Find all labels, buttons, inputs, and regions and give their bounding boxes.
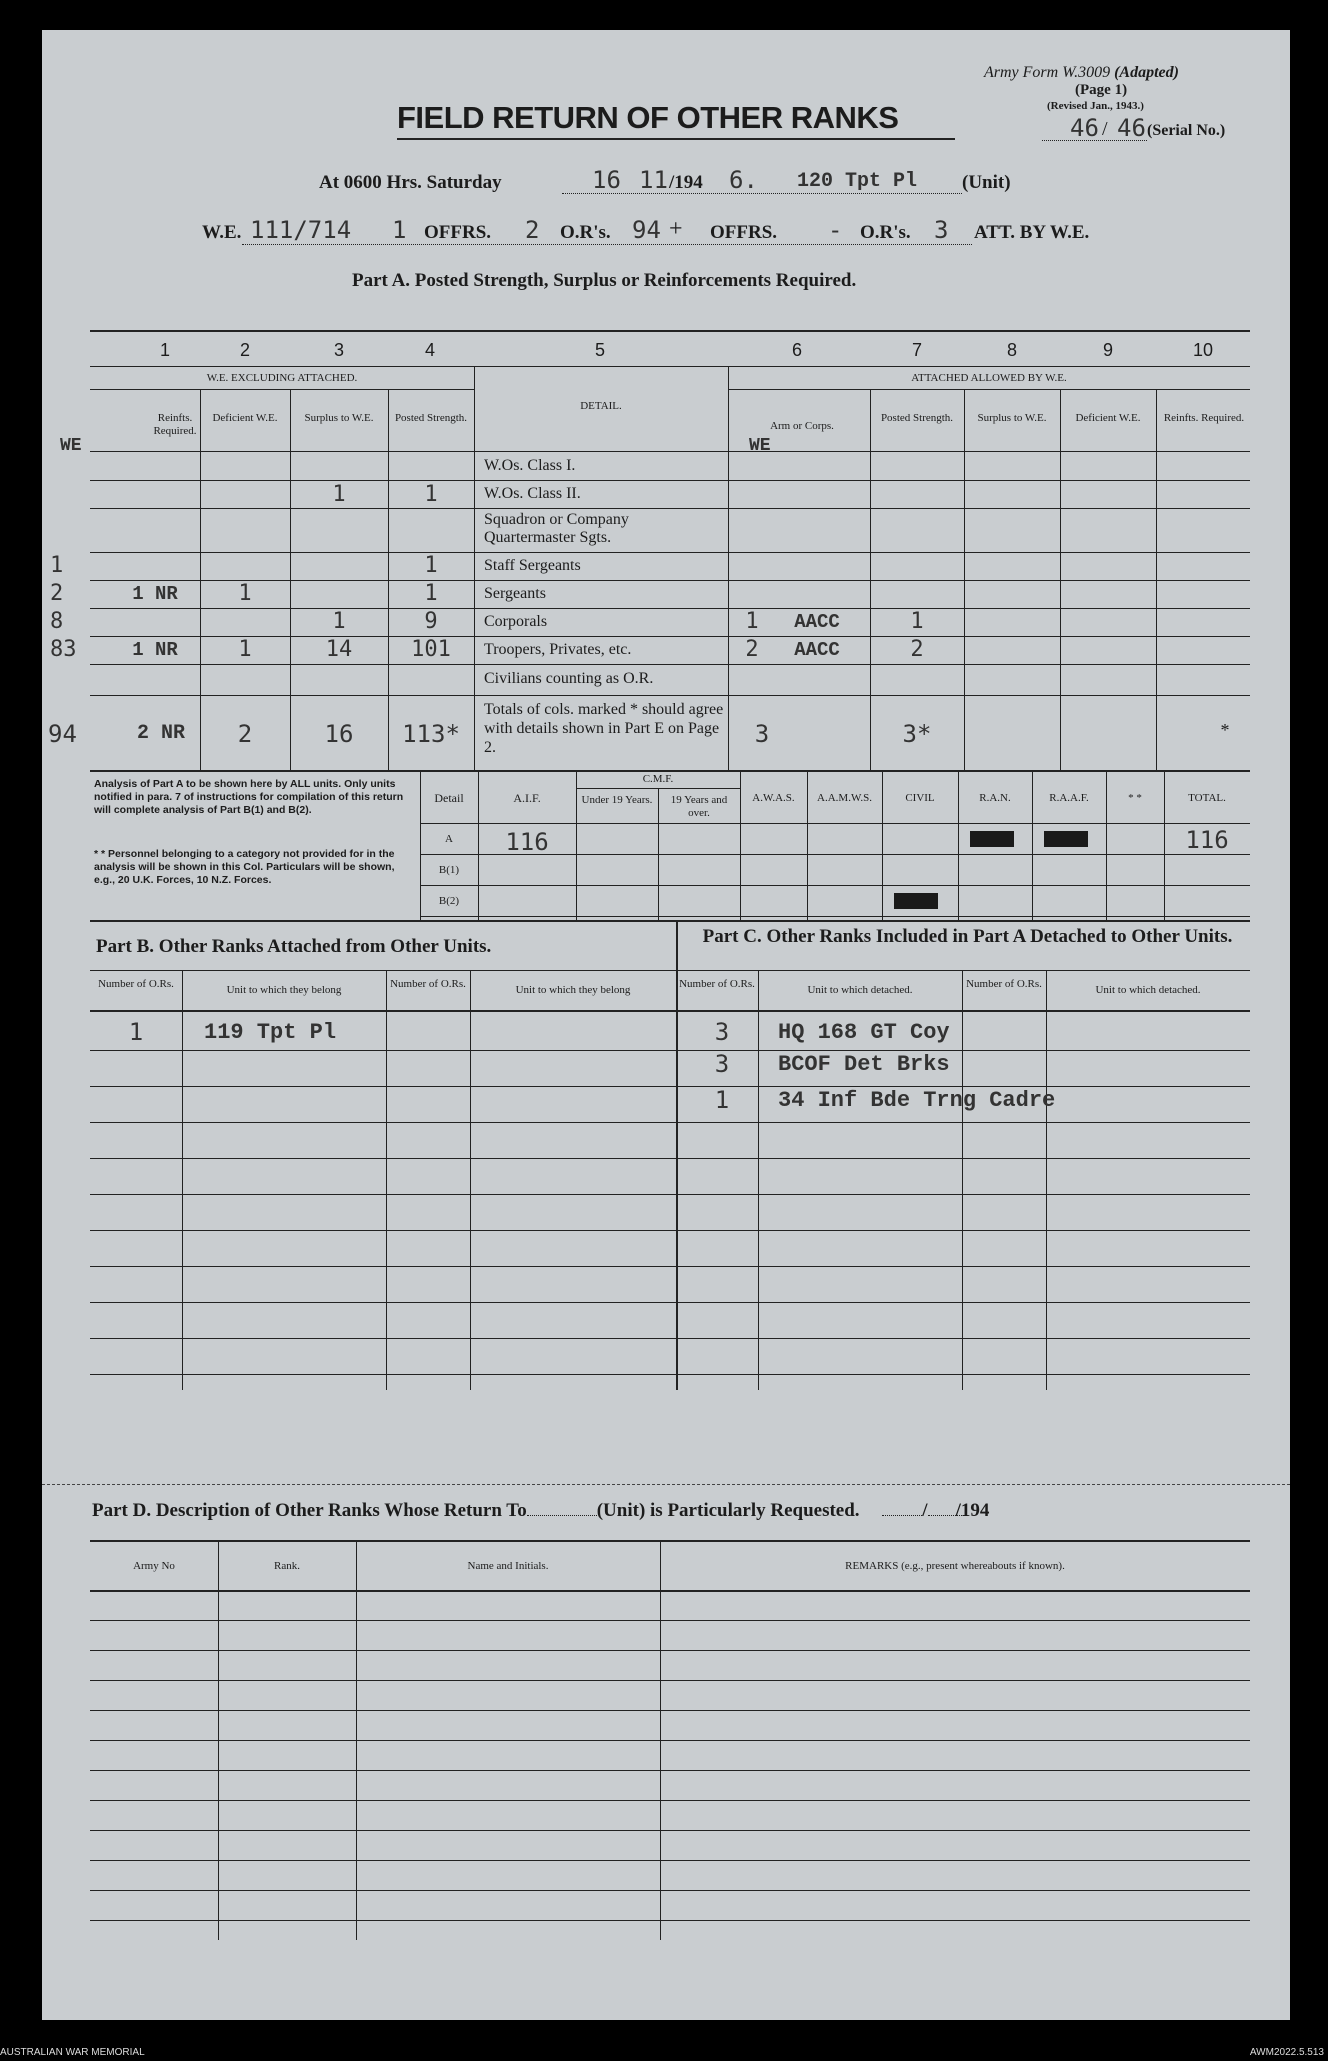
part-a-title: Part A. Posted Strength, Surplus or Reinforcements Required.: [352, 270, 857, 291]
part-d-h1: Army No: [133, 1560, 175, 1572]
part-d-h4: REMARKS (e.g., present whereabouts if known).: [845, 1560, 1065, 1572]
row3-c4: 1: [424, 553, 438, 578]
col-number: 8: [1006, 340, 1017, 360]
part-c-entry-unit: 34 Inf Bde Trng Cadre: [778, 1088, 1056, 1113]
rule: [90, 389, 474, 390]
col7-header: Posted Strength.: [880, 412, 954, 424]
serial-b: 46: [1117, 114, 1146, 142]
page-title: FIELD RETURN OF OTHER RANKS: [397, 100, 899, 135]
rule: [90, 508, 1250, 509]
part-b-title: Part B. Other Ranks Attached from Other Units.: [96, 936, 492, 957]
rule: [90, 1122, 1250, 1123]
rule: [90, 920, 1250, 922]
analysis-raaf-header: R.A.A.F.: [1049, 792, 1089, 804]
detail-wos-1: W.Os. Class I.: [484, 457, 576, 474]
rule: [90, 1338, 1250, 1339]
part-b-h3: Number of O.Rs.: [390, 978, 466, 990]
col-line: [290, 389, 291, 770]
rule: [90, 480, 1250, 481]
rule: [90, 1830, 1250, 1831]
row6-c1: 1 NR: [132, 639, 178, 661]
part-d-title: Part D. Description of Other Ranks Whose Return To (Unit) is Particularly Requested. / /194: [92, 1500, 990, 1521]
col-line: [388, 389, 389, 770]
offrs2-label: OFFRS.: [710, 222, 778, 243]
perforation: [42, 1484, 1290, 1485]
rule: [90, 1650, 1250, 1651]
at-label: At 0600 Hrs. Saturday: [319, 172, 502, 193]
rule: [90, 366, 1250, 367]
part-c-h3: Number of O.Rs.: [966, 978, 1042, 990]
part-d-date-blank: [882, 1515, 922, 1516]
part-b-h2: Unit to which they belong: [226, 984, 342, 996]
rule: [90, 1194, 1250, 1195]
part-c-h1: Number of O.Rs.: [679, 978, 755, 990]
we-label: W.E.: [202, 222, 242, 243]
footer-left: AUSTRALIAN WAR MEMORIAL: [0, 2047, 145, 2058]
redaction-civil: [894, 893, 938, 909]
ors-label: O.R's.: [560, 222, 611, 243]
we-underline: [242, 244, 972, 245]
form-adapted-text: (Adapted): [1114, 64, 1179, 81]
col-number: 10: [1192, 340, 1214, 360]
row6-c6a: 2: [745, 637, 759, 662]
serial-underline: [1042, 140, 1147, 141]
col-number: 6: [791, 340, 802, 360]
redaction-ran: [970, 831, 1014, 847]
col8-header: Surplus to W.E.: [977, 412, 1047, 424]
serial-slash: /: [1102, 118, 1108, 140]
rule: [90, 1860, 1250, 1861]
offrs2-value: -: [828, 216, 843, 244]
col4-header: Posted Strength.: [394, 412, 468, 424]
col-line: [1156, 389, 1157, 770]
detail-civilians: Civilians counting as O.R.: [484, 670, 654, 687]
col-line: [200, 389, 201, 770]
part-b-h4: Unit to which they belong: [515, 984, 631, 996]
date-underline: [562, 193, 962, 194]
analysis-note-2: * * Personnel belonging to a category not provided for in the analysis will be shown in this Col. Particulars will be shown, e.g., 20 U.K. Forces, 10 N.Z. Forces.: [94, 848, 395, 886]
part-d-title-pre: Part D. Description of Other Ranks Whose Return To: [92, 1500, 527, 1521]
rule: [90, 1086, 1250, 1087]
totals-c3: 16: [324, 720, 354, 748]
row6-c2: 1: [238, 637, 252, 662]
form-number: [984, 64, 1179, 82]
detail-sergeants: Sergeants: [484, 585, 546, 602]
row6-c6b: AACC: [794, 639, 840, 661]
analysis-civil-header: CIVIL: [905, 792, 935, 804]
totals-c4: 113*: [402, 720, 460, 748]
rule: [90, 970, 1250, 971]
redaction-raaf: [1044, 831, 1088, 847]
col-number: 7: [911, 340, 922, 360]
col-line: [1060, 389, 1061, 770]
unit-value: 120 Tpt Pl: [797, 170, 918, 193]
row6-c7: 2: [910, 637, 924, 662]
col-line: [470, 970, 471, 1390]
rule: [90, 451, 1250, 452]
col-number: 5: [594, 340, 605, 360]
rule: [90, 552, 1250, 553]
rule: [420, 823, 1250, 824]
part-c-entry-unit: HQ 168 GT Coy: [778, 1020, 950, 1045]
row1-c4: 1: [424, 482, 438, 507]
detail-qm-sgts: Squadron or Company Quartermaster Sgts.: [484, 511, 629, 546]
rule: [90, 695, 1250, 696]
analysis-cmf-header: C.M.F.: [642, 773, 674, 785]
year-prefix: /194: [669, 172, 703, 193]
we-value: 111/714: [250, 216, 352, 244]
offrs-label: OFFRS.: [424, 222, 492, 243]
row4-c1: 1 NR: [132, 583, 178, 605]
rule: [90, 1680, 1250, 1681]
col-line: [676, 970, 678, 1390]
totals-c1: 2 NR: [136, 722, 185, 745]
rule: [420, 885, 1250, 886]
row1-c3: 1: [332, 482, 346, 507]
part-c-entry-num: 3: [714, 1018, 730, 1046]
part-d-h2: Rank.: [274, 1560, 300, 1572]
col-number: 2: [239, 340, 250, 360]
col9-header: Deficient W.E.: [1075, 412, 1141, 424]
rule: [90, 1158, 1250, 1159]
group-right-header: ATTACHED ALLOWED BY W.E.: [911, 372, 1067, 384]
part-d-unit-blank: [527, 1515, 597, 1516]
part-c-entry-num: 3: [714, 1050, 730, 1078]
analysis-ran-header: R.A.N.: [979, 792, 1011, 804]
col10-header: Reinfts. Required.: [1163, 412, 1245, 424]
ors2-value: 94: [632, 216, 661, 244]
rule: [90, 1710, 1250, 1711]
analysis-under19-header: Under 19 Years.: [581, 794, 653, 806]
serial-label: (Serial No.): [1147, 122, 1226, 139]
detail-staff-sergeants: Staff Sergeants: [484, 557, 581, 574]
analysis-aif-a: 116: [505, 828, 549, 856]
totals-c2: 2: [237, 720, 253, 748]
part-c-h2: Unit to which detached.: [807, 984, 913, 996]
footer-right: AWM2022.5.513: [1249, 2047, 1324, 2058]
plus-sign: +: [669, 216, 683, 242]
analysis-row-a: A: [445, 833, 453, 845]
rule: [90, 1010, 1250, 1012]
col1-header: Reinfts. Required.: [153, 412, 197, 437]
row6-c4: 101: [411, 637, 451, 662]
page-number: (Page 1): [1075, 82, 1128, 98]
analysis-over19-header: 19 Years and over.: [670, 794, 728, 819]
row5-margin: 8: [50, 609, 64, 634]
analysis-row-b2: B(2): [438, 895, 460, 907]
col-line: [658, 788, 659, 920]
row5-c6a: 1: [745, 609, 759, 634]
col-line: [962, 970, 963, 1390]
col-line: [728, 366, 729, 770]
form-number-text: Army Form W.3009: [984, 64, 1111, 81]
rule: [90, 1266, 1250, 1267]
col-number: 9: [1102, 340, 1113, 360]
rule: [90, 664, 1250, 665]
analysis-aif-header: A.I.F.: [513, 791, 541, 805]
row3-margin: 1: [50, 553, 64, 578]
part-c-entry-unit: BCOF Det Brks: [778, 1052, 950, 1077]
year-digit: 6.: [729, 166, 758, 194]
col-line: [474, 366, 475, 770]
rule: [90, 1620, 1250, 1621]
ors-value: 2: [525, 216, 540, 244]
rule: [90, 1800, 1250, 1801]
rule: [728, 389, 1250, 390]
col-line: [386, 970, 387, 1390]
analysis-detail-header: Detail: [434, 791, 464, 805]
ors3-value: 3: [934, 216, 949, 244]
analysis-aamws-header: A.A.M.W.S.: [817, 792, 872, 804]
col-number: 1: [159, 340, 170, 360]
margin-we-note: WE: [60, 436, 82, 456]
totals-margin: 94: [48, 720, 77, 748]
analysis-total-header: TOTAL.: [1188, 792, 1226, 804]
row5-c4: 9: [424, 609, 438, 634]
part-c-title: Part C. Other Ranks Included in Part A Detached to Other Units.: [702, 926, 1233, 947]
ors3-label: O.R's.: [860, 222, 911, 243]
rule: [90, 1540, 1250, 1542]
date-day: 16: [592, 166, 621, 194]
col2-header: Deficient W.E.: [212, 412, 278, 424]
rule: [90, 1770, 1250, 1771]
totals-c6: 3: [754, 720, 770, 748]
revised-date: (Revised Jan., 1943.): [1047, 100, 1144, 112]
col6-we-note: WE: [749, 436, 771, 456]
offrs-value: 1: [392, 216, 407, 244]
col3-header: Surplus to W.E.: [304, 412, 374, 424]
detail-corporals: Corporals: [484, 613, 548, 630]
col-line: [576, 770, 577, 920]
detail-wos-2: W.Os. Class II.: [484, 485, 581, 502]
row4-c4: 1: [424, 581, 438, 606]
part-b-h1: Number of O.Rs.: [98, 978, 174, 990]
detail-troopers: Troopers, Privates, etc.: [484, 641, 632, 658]
rule: [90, 770, 1250, 772]
unit-label: (Unit): [962, 172, 1011, 193]
form-sheet: [42, 30, 1290, 2020]
rule: [90, 1302, 1250, 1303]
col-line: [1046, 970, 1047, 1390]
part-b-entry-unit: 119 Tpt Pl: [204, 1020, 337, 1045]
part-b-entry-num: 1: [128, 1018, 144, 1046]
detail-header: DETAIL.: [580, 400, 622, 412]
part-a-top-rule: [90, 330, 1250, 332]
col-number: 4: [424, 340, 435, 360]
rule: [420, 916, 1250, 917]
analysis-note-1: Analysis of Part A to be shown here by ALL units. Only units notified in para. 7 of instructions for compilation of this return will complete analysis of Part B(1) and B(2).: [94, 778, 404, 816]
part-d-title-post: (Unit) is Particularly Requested.: [596, 1500, 860, 1521]
row5-c6b: AACC: [794, 611, 840, 633]
analysis-awas-header: A.W.A.S.: [752, 792, 795, 804]
col-line: [870, 389, 871, 770]
rule: [90, 1050, 1250, 1051]
col6-header: Arm or Corps.: [770, 420, 834, 432]
col-line: [758, 970, 759, 1390]
date-month: 11: [639, 166, 668, 194]
row5-c7: 1: [910, 609, 924, 634]
part-c-h4: Unit to which detached.: [1095, 984, 1201, 996]
totals-c10: *: [1220, 720, 1230, 740]
rule: [90, 1590, 1250, 1592]
row4-margin: 2: [50, 581, 64, 606]
col-line: [964, 389, 965, 770]
rule: [90, 1740, 1250, 1741]
col-line: [182, 970, 183, 1390]
detail-totals: Totals of cols. marked * should agree with details shown in Part E on Page 2.: [484, 701, 724, 756]
analysis-row-b1: B(1): [438, 864, 460, 876]
group-left-header: W.E. EXCLUDING ATTACHED.: [206, 372, 358, 384]
serial-a: 46: [1070, 114, 1099, 142]
att-label: ATT. BY W.E.: [974, 222, 1090, 243]
analysis-stars-header: * *: [1128, 792, 1142, 804]
row6-c3: 14: [325, 637, 353, 662]
rule: [90, 1374, 1250, 1375]
rule: [90, 1890, 1250, 1891]
analysis-total-a: 116: [1185, 826, 1229, 854]
col-number: 3: [333, 340, 344, 360]
row4-c2: 1: [238, 581, 252, 606]
rule: [90, 608, 1250, 609]
totals-c7: 3*: [902, 720, 932, 748]
part-d-h3: Name and Initials.: [467, 1560, 549, 1572]
part-c-entry-num: 1: [714, 1086, 730, 1114]
row5-c3: 1: [332, 609, 346, 634]
title-underline: [397, 138, 955, 140]
row6-margin: 83: [50, 637, 77, 662]
rule: [90, 1230, 1250, 1231]
part-d-date-tail: /194: [955, 1500, 990, 1521]
rule: [90, 1920, 1250, 1921]
